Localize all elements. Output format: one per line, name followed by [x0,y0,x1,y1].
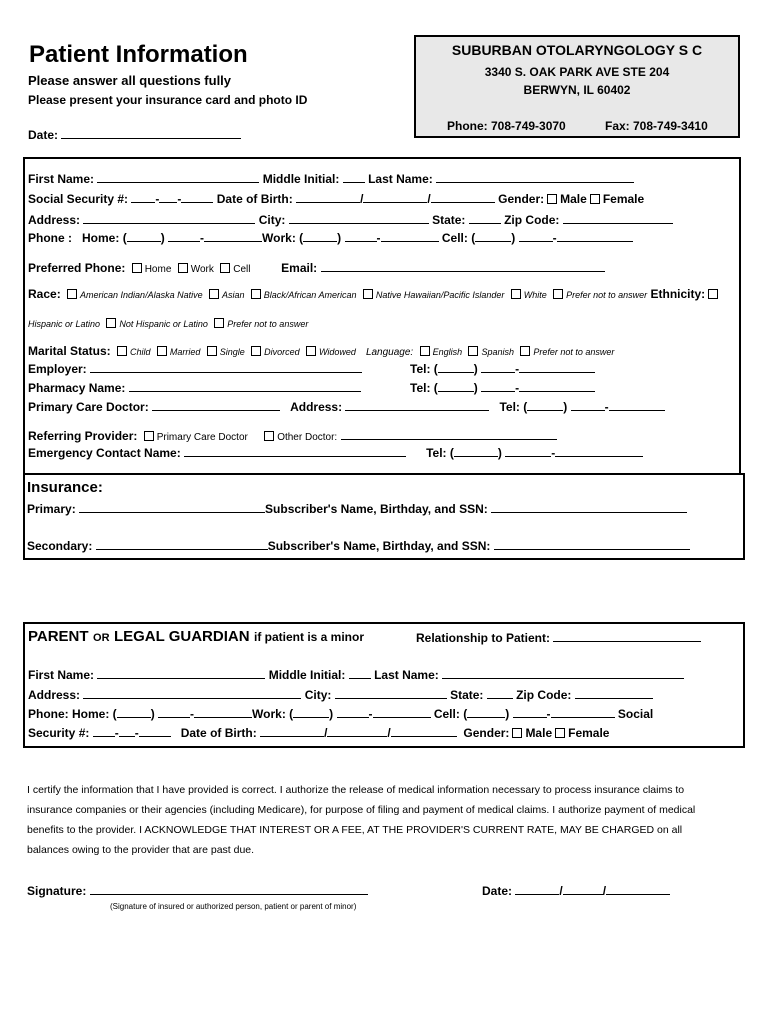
ethnicity-checkbox-1[interactable] [708,289,718,299]
guardian-middle-initial-field[interactable] [349,667,371,679]
guardian-address-row: Address: City: State: Zip Code: [28,687,653,702]
marital-row: Marital Status: Child Married Single Divorced Widowed Language: English Spanish Prefer not to answer [28,344,615,358]
guardian-cell-prefix[interactable] [513,706,547,718]
signature-field[interactable] [90,883,368,895]
pcp-tel-area[interactable] [527,399,563,411]
practice-phone: Phone: 708-749-3070 [447,119,566,133]
work-area-field[interactable] [303,230,337,242]
cell-area-field[interactable] [475,230,511,242]
first-name-field[interactable] [97,171,259,183]
language-checkbox-2[interactable] [468,346,478,356]
primary-subscriber-field[interactable] [491,501,687,513]
pref-home-checkbox[interactable] [132,263,142,273]
guardian-city-field[interactable] [335,687,447,699]
patient-ssn-row: Social Security #: - - Date of Birth: / / Gender: Male Female [28,192,645,206]
employer-row: Employer: [28,361,362,376]
race-checkbox-6[interactable] [553,289,563,299]
work-number-field[interactable] [381,230,439,242]
pcp-row: Primary Care Doctor: Address: Tel: ( ) - [28,399,665,414]
ethnicity-checkbox-3[interactable] [214,318,224,328]
race-checkbox-3[interactable] [251,289,261,299]
race-row: Race: American Indian/Alaska Native Asian Black/African American Native Hawaiian/Pacific Islander White Prefer not to answer Ethnicity: [28,287,721,301]
marital-checkbox-2[interactable] [157,346,167,356]
employer-field[interactable] [90,361,362,373]
marital-checkbox-4[interactable] [251,346,261,356]
guardian-dob-year[interactable] [391,725,457,737]
ethnicity-checkbox-2[interactable] [106,318,116,328]
home-prefix-field[interactable] [168,230,200,242]
dob-month-field[interactable] [296,191,360,203]
guardian-work-area[interactable] [293,706,329,718]
pcp-tel-prefix[interactable] [571,399,605,411]
pharmacy-field[interactable] [129,380,361,392]
guardian-male-checkbox[interactable] [512,728,522,738]
guardian-dob-month[interactable] [260,725,324,737]
address-field[interactable] [83,212,255,224]
zip-field[interactable] [563,212,673,224]
patient-address-row: Address: City: State: Zip Code: [28,212,673,227]
secondary-insurance-field[interactable] [96,538,268,550]
pcp-address-field[interactable] [345,399,489,411]
marital-checkbox-3[interactable] [207,346,217,356]
sig-date-year[interactable] [606,883,670,895]
guardian-last-name-field[interactable] [442,667,684,679]
middle-initial-field[interactable] [343,171,365,183]
guardian-state-field[interactable] [487,687,513,699]
instruction-line-1: Please answer all questions fully [28,73,232,88]
guardian-work-prefix[interactable] [337,706,369,718]
primary-insurance-row: Primary: Subscriber's Name, Birthday, and SSN: [27,501,687,516]
marital-checkbox-5[interactable] [306,346,316,356]
emergency-tel-number[interactable] [555,445,643,457]
guardian-address-field[interactable] [83,687,301,699]
guardian-first-name-field[interactable] [97,667,265,679]
signature-note: (Signature of insured or authorized person, patient or parent of minor) [110,902,357,911]
guardian-home-prefix[interactable] [158,706,190,718]
ref-other-checkbox[interactable] [264,431,274,441]
email-field[interactable] [321,260,605,272]
guardian-cell-area[interactable] [467,706,505,718]
employer-tel-number[interactable] [519,361,595,373]
cell-number-field[interactable] [557,230,633,242]
ssn-field-1[interactable] [131,191,155,203]
home-number-field[interactable] [204,230,262,242]
gender-female-checkbox[interactable] [590,194,600,204]
referring-row: Referring Provider: Primary Care Doctor Other Doctor: [28,428,557,443]
guardian-cell-number[interactable] [551,706,615,718]
guardian-home-number[interactable] [194,706,252,718]
guardian-name-row: First Name: Middle Initial: Last Name: [28,667,684,682]
guardian-home-area[interactable] [117,706,151,718]
date-label: Date: [28,127,241,142]
preferred-phone-row: Preferred Phone: Home Work Cell Email: [28,260,605,275]
ref-other-field[interactable] [341,428,557,440]
guardian-phone-row: Phone: Home: ( ) - Work: ( ) - Cell: ( ) - Social [28,707,654,721]
language-checkbox-1[interactable] [420,346,430,356]
patient-phone-row: Phone : Home: ( ) - Work: ( ) - Cell: ( ) - [28,230,633,245]
emergency-name-field[interactable] [184,445,406,457]
signature-row: Signature: [27,883,368,898]
date-field[interactable] [61,127,241,139]
pharmacy-tel-prefix[interactable] [481,380,515,392]
emergency-row: Emergency Contact Name: Tel: ( ) - [28,445,643,460]
certification-text: I certify the information that I have provided is correct. I authorize the release of medical information necessary to process insurance claims to insurance companies or their agencies (including Medicare), for purpose of filing and payment of medical claims. I authorize payment of medical benefits to the provider. I ACKNOWLEDGE THAT INTEREST OR A FEE, AT THE PROVIDER'S CURRENT RATE, MAY BE CHARGED on all balances owing to the provider that are past due. [27,784,696,856]
work-prefix-field[interactable] [345,230,377,242]
race-checkbox-1[interactable] [67,289,77,299]
pref-work-checkbox[interactable] [178,263,188,273]
ref-pcp-checkbox[interactable] [144,431,154,441]
secondary-subscriber-field[interactable] [494,538,690,550]
guardian-work-number[interactable] [373,706,431,718]
relationship-row: Relationship to Patient: [416,630,701,645]
insurance-title: Insurance: [27,479,103,496]
guardian-title: PARENT OR LEGAL GUARDIAN if patient is a minor [28,628,364,645]
emergency-tel-area[interactable] [454,445,498,457]
cell-prefix-field[interactable] [519,230,553,242]
last-name-field[interactable] [436,171,634,183]
guardian-zip-field[interactable] [575,687,653,699]
guardian-dob-day[interactable] [327,725,387,737]
practice-fax: Fax: 708-749-3410 [605,119,708,133]
pref-cell-checkbox[interactable] [220,263,230,273]
employer-tel-row: Tel: ( ) - [410,361,595,376]
home-area-field[interactable] [127,230,161,242]
practice-address-2: BERWYN, IL 60402 [523,83,631,97]
guardian-ssn-1[interactable] [93,725,115,737]
sig-date-day[interactable] [563,883,603,895]
sig-date-month[interactable] [515,883,559,895]
language-checkbox-3[interactable] [520,346,530,356]
pharmacy-tel-row: Tel: ( ) - [410,380,595,395]
employer-tel-area[interactable] [438,361,474,373]
guardian-ssn-2[interactable] [119,725,135,737]
pcp-tel-number[interactable] [609,399,665,411]
instruction-line-2: Please present your insurance card and photo ID [28,93,308,107]
page-title: Patient Information [29,41,248,68]
secondary-insurance-row: Secondary: Subscriber's Name, Birthday, and SSN: [27,538,690,553]
patient-name-row: First Name: Middle Initial: Last Name: [28,171,634,186]
city-field[interactable] [289,212,429,224]
pharmacy-row: Pharmacy Name: [28,380,361,395]
emergency-tel-prefix[interactable] [505,445,551,457]
gender-male-checkbox[interactable] [547,194,557,204]
employer-tel-prefix[interactable] [481,361,515,373]
state-field[interactable] [469,212,501,224]
signature-date-row: Date: / / [482,883,670,898]
guardian-female-checkbox[interactable] [555,728,565,738]
primary-insurance-field[interactable] [79,501,265,513]
race-checkbox-2[interactable] [209,289,219,299]
practice-name: SUBURBAN OTOLARYNGOLOGY S C [451,42,703,58]
dob-day-field[interactable] [363,191,427,203]
ethnicity-row: Hispanic or Latino Not Hispanic or Latino Prefer not to answer [28,319,309,329]
race-checkbox-4[interactable] [363,289,373,299]
guardian-ssn-3[interactable] [139,725,171,737]
dob-year-field[interactable] [431,191,495,203]
ssn-field-2[interactable] [159,191,177,203]
pharmacy-tel-area[interactable] [438,380,474,392]
guardian-ssn-row: Security #: - - Date of Birth: / / Gender: Male Female [28,726,610,740]
marital-checkbox-1[interactable] [117,346,127,356]
race-checkbox-5[interactable] [511,289,521,299]
relationship-field[interactable] [553,630,701,642]
practice-address-1: 3340 S. OAK PARK AVE STE 204 [484,65,670,79]
pharmacy-tel-number[interactable] [519,380,595,392]
ssn-field-3[interactable] [181,191,213,203]
pcp-field[interactable] [152,399,280,411]
